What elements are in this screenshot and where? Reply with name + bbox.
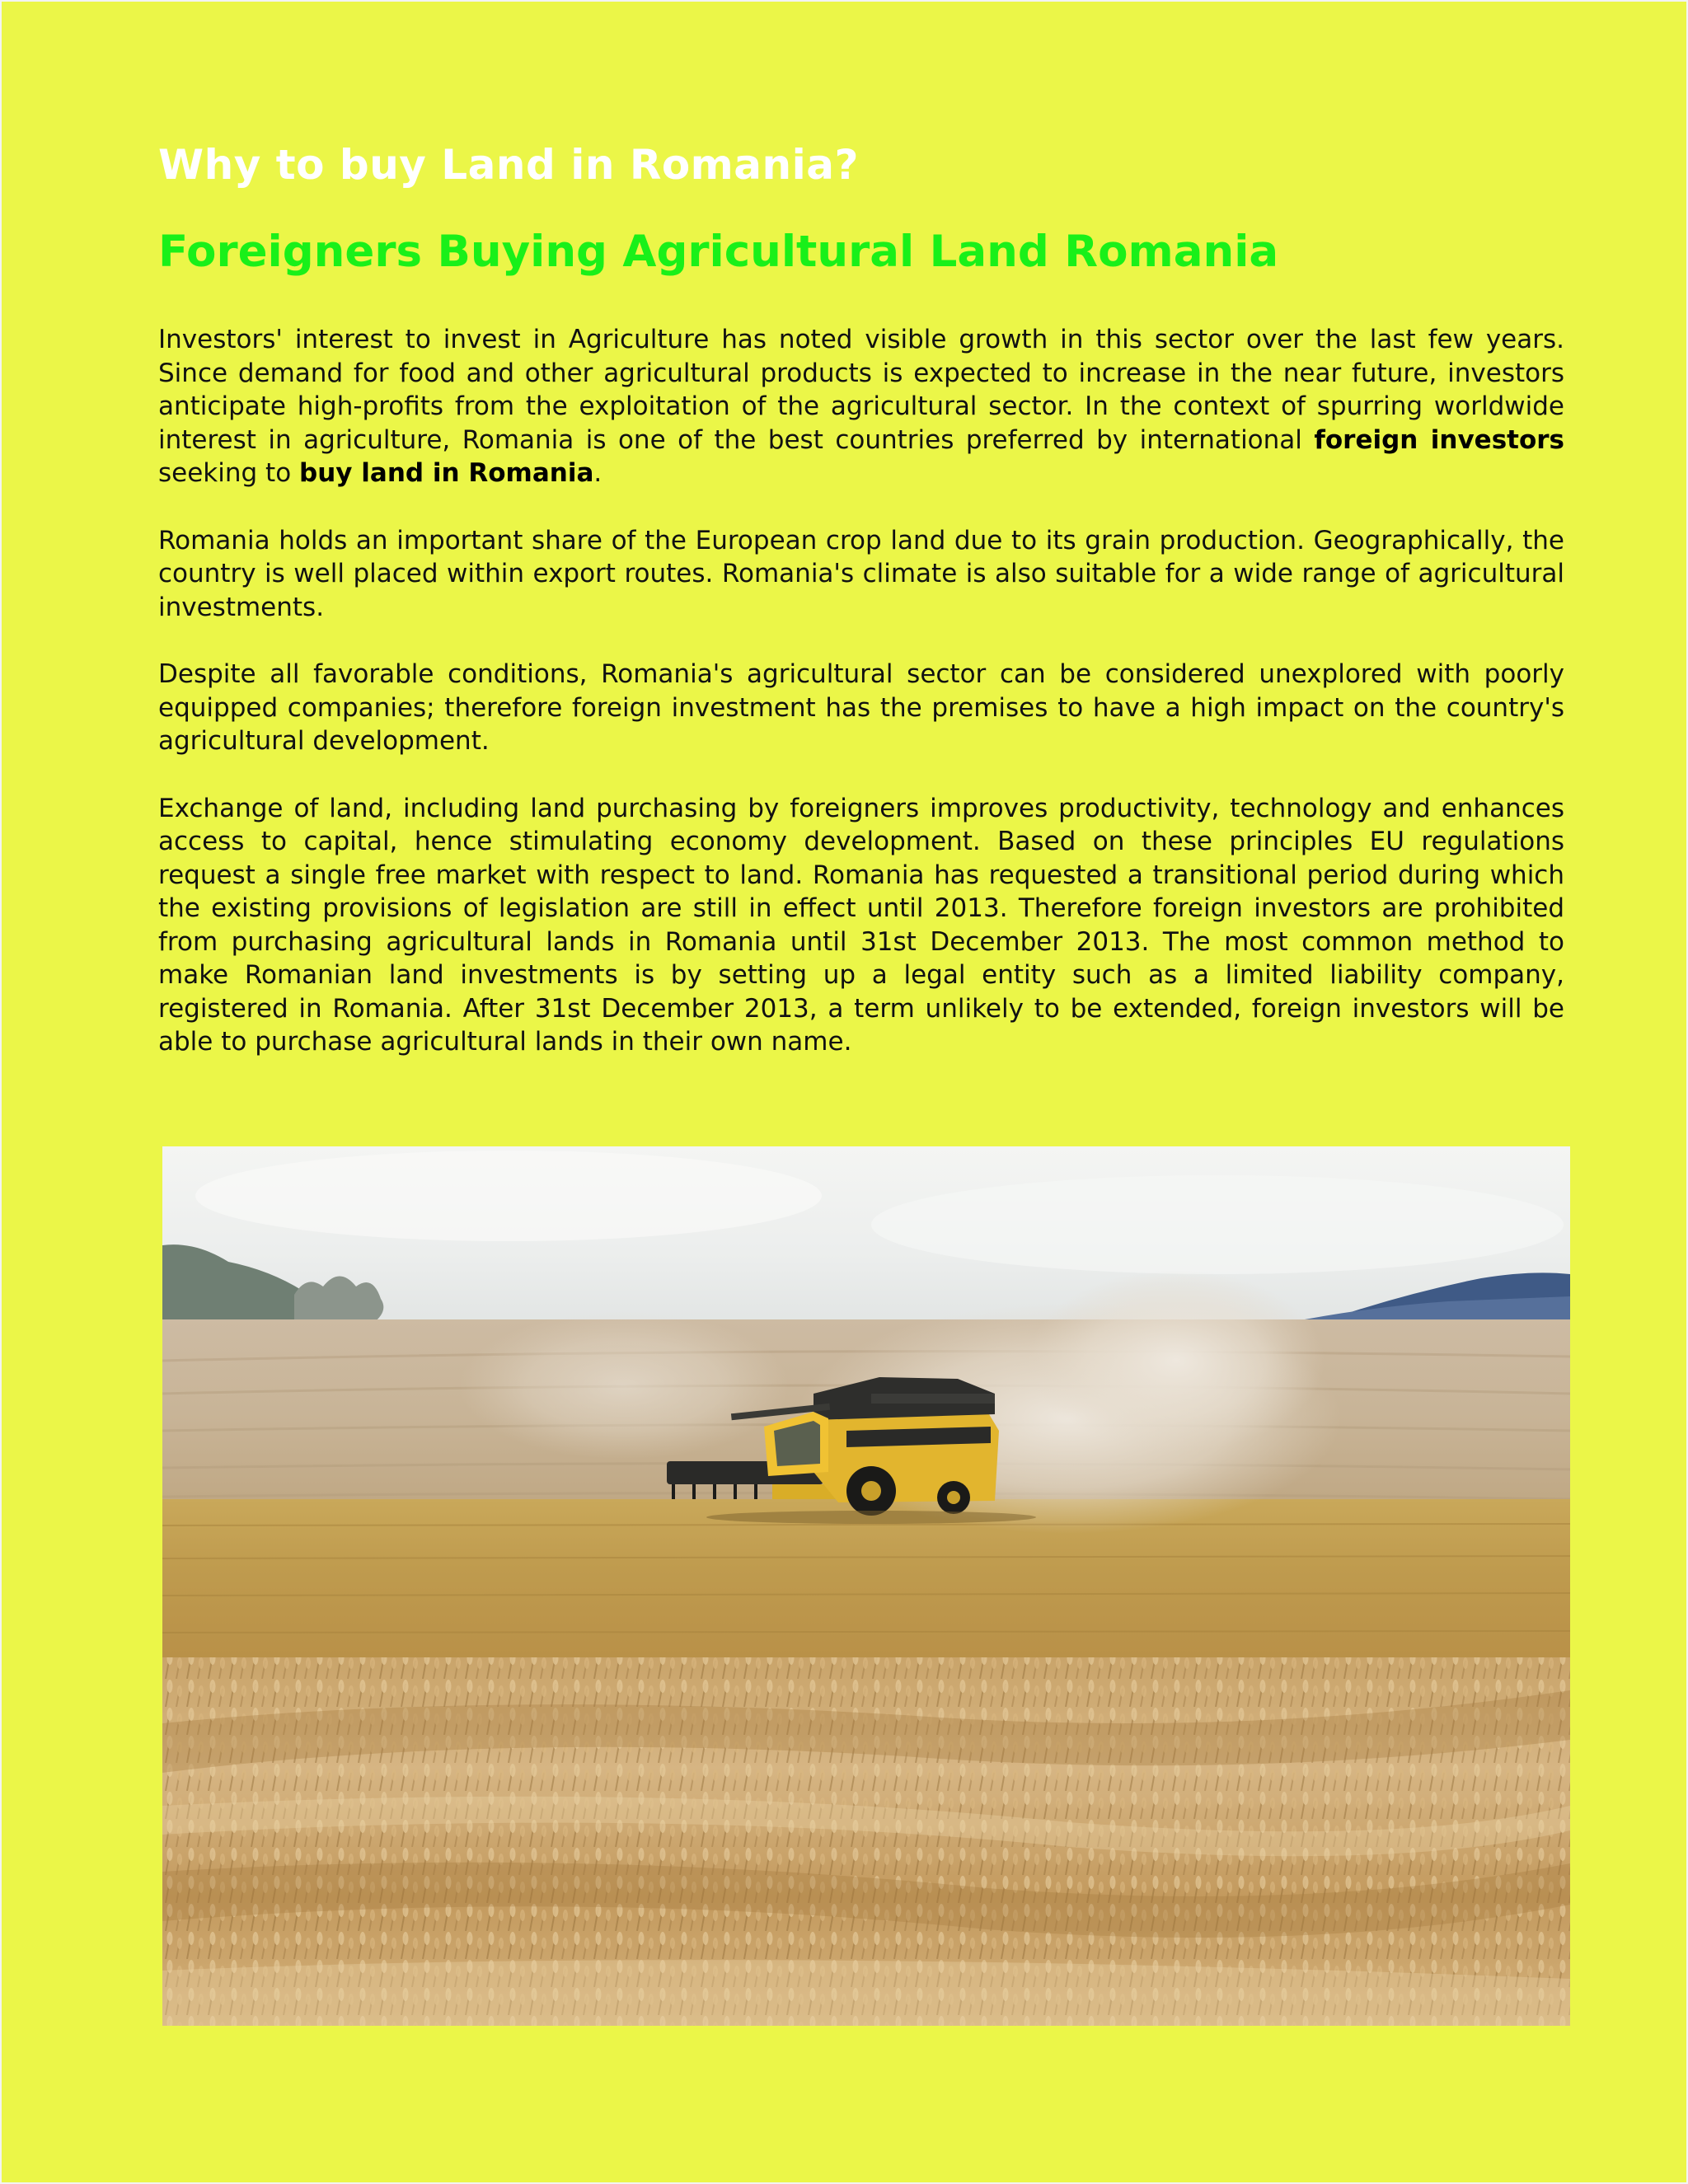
- paragraph-investors-interest: [158, 323, 1564, 490]
- paragraph-crop-land: Romania holds an important share of the European crop land due to its grain production. Geographically, the country is well placed within export routes. Romania's climate is also suitable for a wide range of agricultural investments.: [158, 525, 1564, 622]
- harvest-photo: [162, 1146, 1570, 2026]
- paragraph-favorable-conditions: Despite all favorable conditions, Romania's agricultural sector can be considered unexplored with poorly equipped companies; therefore foreign investment has the premises to have a high impact on the country's agricultural development.: [158, 659, 1564, 756]
- paragraph-land-exchange: Exchange of land, including land purchasing by foreigners improves productivity, technology and enhances access to capital, hence stimulating economy development. Based on these principles EU regulations request a single free market with respect to land. Romania has requested a transitional period during which the existing provisions of legislation are still in effect until 2013. Therefore foreign investors are prohibited from purchasing agricultural lands in Romania until 31st December 2013. The most common method to make Romanian land investments is by setting up a legal entity such as a limited liability company, registered in Romania. After 31st December 2013, a term unlikely to be extended, foreign investors will be able to purchase agricultural lands in their own name.: [158, 793, 1564, 1057]
- paragraph-text: Investors' interest to invest in Agriculture has noted visible growth in this sector over the last few years. Since demand for food and other agricultural products is expected to increase in the near future, investors anticipate high-profits from the exploitation of the agricultural sector. In the context of spurring worldwide interest in agriculture, Romania is one of the best countries preferred by international: [158, 325, 1564, 455]
- paragraph-text: seeking to: [158, 458, 300, 488]
- harvest-photo-illustration: [162, 1146, 1570, 2026]
- bold-buy-land: buy land in Romania: [299, 458, 594, 488]
- bold-foreign-investors: foreign investors: [1314, 424, 1564, 455]
- article-content: [158, 134, 1564, 1059]
- paragraph-text: .: [593, 458, 603, 488]
- page-title: Why to buy Land in Romania?: [158, 141, 859, 189]
- section-heading: Foreigners Buying Agricultural Land Romania: [158, 227, 1279, 277]
